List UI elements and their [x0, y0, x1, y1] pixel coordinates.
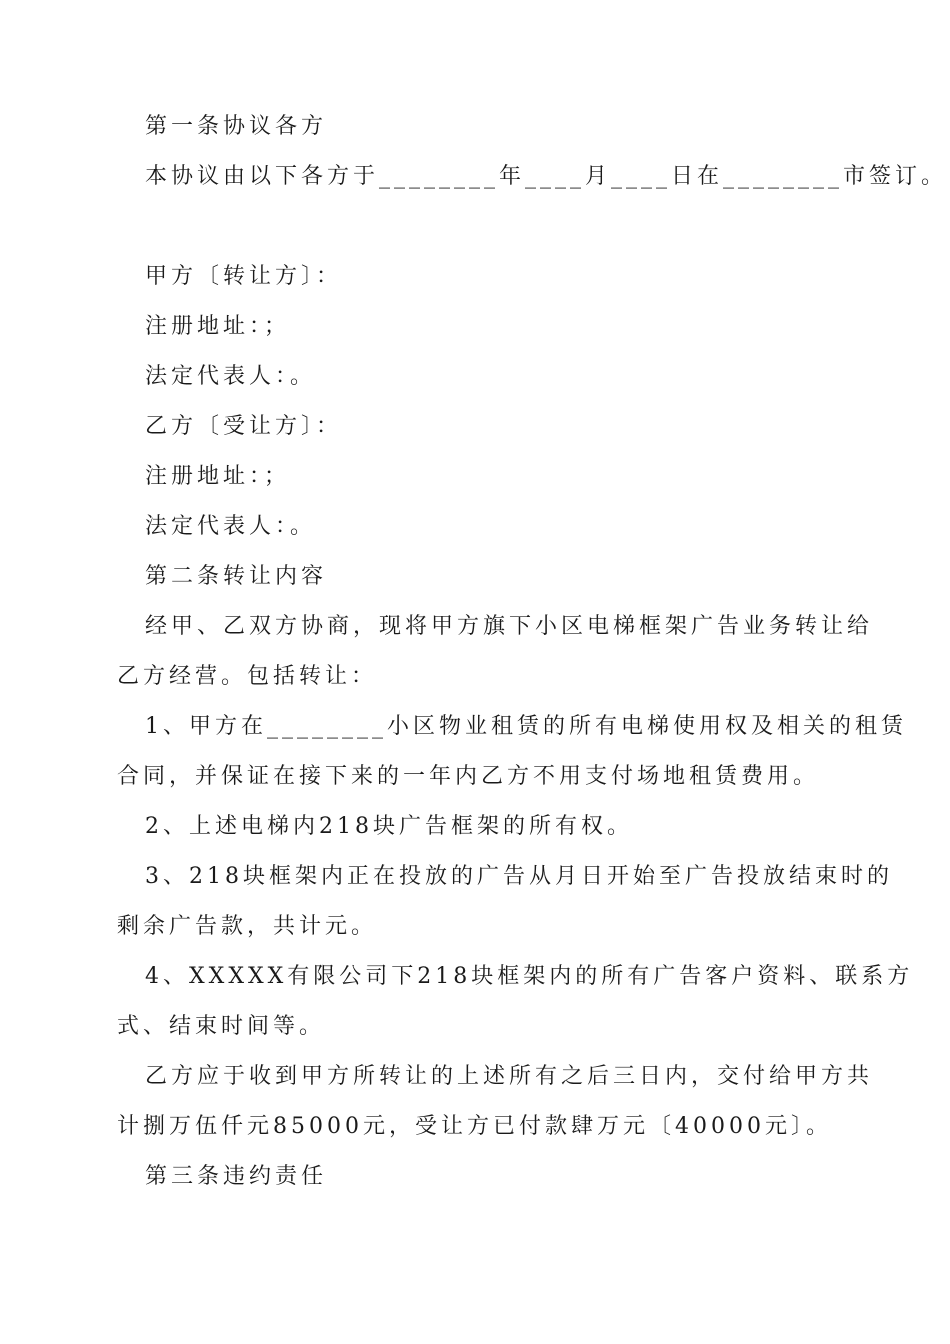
party-a-representative: 法定代表人：。 — [145, 364, 317, 389]
party-a-title: 甲方〔转让方〕： — [145, 264, 343, 289]
party-b-representative: 法定代表人：。 — [145, 514, 317, 539]
signing-date-line: 本协议由以下各方于________年____月____日在________市签订。 — [145, 164, 948, 189]
payment-paragraph-cont: 计捌万伍仟元85000元，受让方已付款肆万元〔40000元〕。 — [117, 1114, 832, 1139]
list-item-2: 2、上述电梯内218块广告框架的所有权。 — [145, 814, 633, 839]
list-item-1-cont: 合同，并保证在接下来的一年内乙方不用支付场地租赁费用。 — [117, 764, 820, 789]
list-item-4-cont: 式、结束时间等。 — [117, 1014, 326, 1039]
list-item-3-cont: 剩余广告款，共计元。 — [117, 914, 378, 939]
article-3-heading: 第三条违约责任 — [145, 1164, 328, 1189]
paragraph-line: 乙方经营。包括转让： — [117, 664, 378, 689]
payment-paragraph: 乙方应于收到甲方所转让的上述所有之后三日内，交付给甲方共 — [145, 1064, 874, 1089]
list-item-1: 1、甲方在________小区物业租赁的所有电梯使用权及相关的租赁 — [145, 714, 907, 739]
party-a-address: 注册地址：； — [145, 314, 291, 339]
party-b-title: 乙方〔受让方〕： — [145, 414, 343, 439]
paragraph-line: 经甲、乙双方协商，现将甲方旗下小区电梯框架广告业务转让给 — [145, 614, 874, 639]
list-item-3: 3、218块框架内正在投放的广告从月日开始至广告投放结束时的 — [145, 864, 893, 889]
article-1-heading: 第一条协议各方 — [145, 114, 328, 139]
party-b-address: 注册地址：； — [145, 464, 291, 489]
list-item-4: 4、XXXXX有限公司下218块框架内的所有广告客户资料、联系方 — [145, 964, 914, 989]
article-2-heading: 第二条转让内容 — [145, 564, 328, 589]
